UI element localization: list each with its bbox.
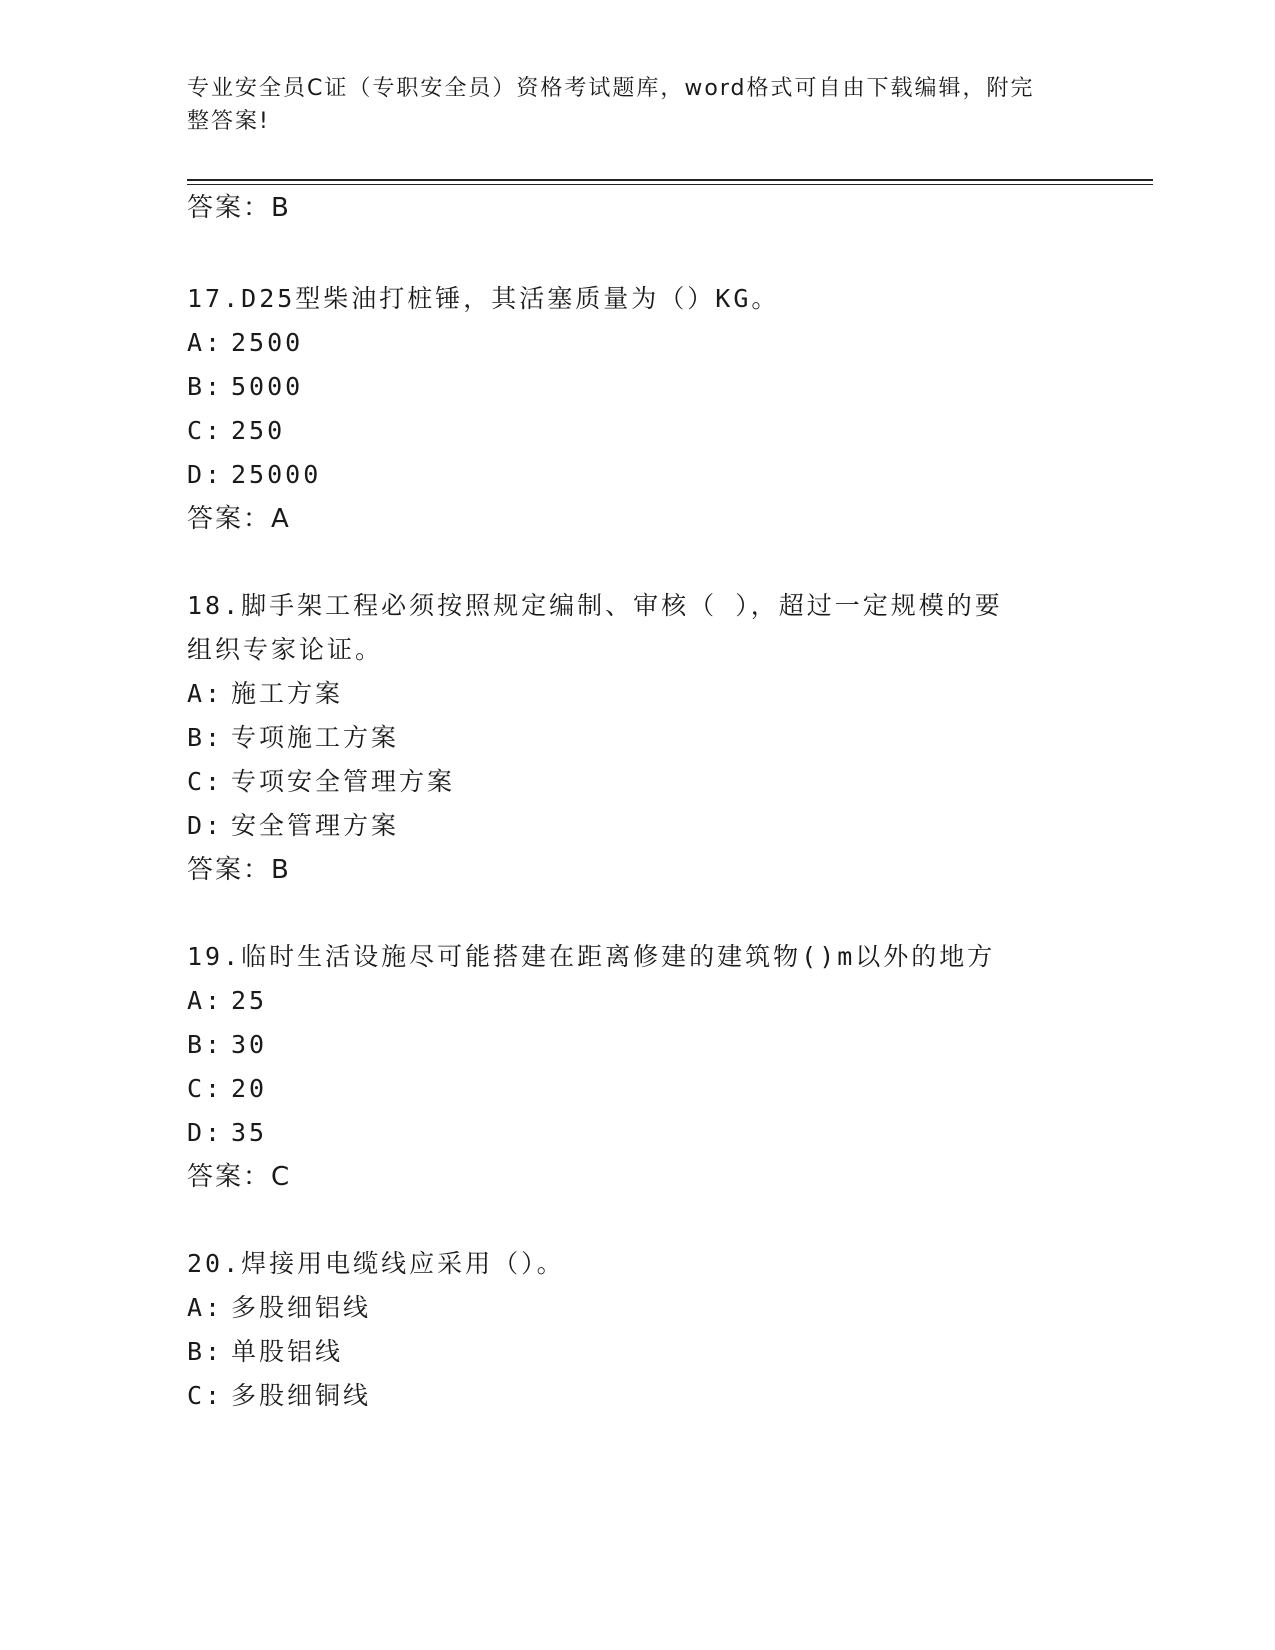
question-19-option-b xyxy=(187,1030,267,1060)
question-20-option-c xyxy=(187,1381,371,1411)
question-19-option-d xyxy=(187,1118,267,1148)
answer-line: 答案：B xyxy=(187,193,291,223)
question-18-text-line-1: 18.脚手架工程必须按照规定编制、审核（ ），超过一定规模的要 xyxy=(187,591,1003,620)
option-text: 35 xyxy=(231,1118,268,1147)
question-18-option-c xyxy=(187,767,455,797)
option-text: 专项安全管理方案 xyxy=(231,767,456,796)
question-19-answer: 答案：C xyxy=(187,1162,292,1192)
question-17-text: 17.D25型柴油打桩锤，其活塞质量为（）KG。 xyxy=(187,284,780,313)
question-19-option-a xyxy=(187,986,267,1016)
option-label: B: xyxy=(187,372,224,401)
question-19-option-c xyxy=(187,1074,267,1104)
question-17-option-d xyxy=(187,460,321,490)
question-18-answer: 答案：B xyxy=(187,855,291,885)
question-17-option-a xyxy=(187,328,303,358)
header-line-1: 专业安全员C证（专职安全员）资格考试题库，word格式可自由下载编辑，附完 xyxy=(187,76,1035,101)
option-label: A: xyxy=(187,986,224,1015)
option-label: C: xyxy=(187,1381,224,1410)
option-label: D: xyxy=(187,1118,224,1147)
question-20-text: 20.焊接用电缆线应采用（）。 xyxy=(187,1249,565,1278)
header-divider-thick xyxy=(187,179,1153,181)
option-label: A: xyxy=(187,1293,224,1322)
document-header xyxy=(187,72,1067,138)
option-label: A: xyxy=(187,328,224,357)
option-label: B: xyxy=(187,1030,224,1059)
option-text: 多股细铜线 xyxy=(231,1381,372,1410)
question-18-text-line-2: 组织专家论证。 xyxy=(187,635,384,664)
question-18-option-b xyxy=(187,723,399,753)
header-divider-thin xyxy=(187,184,1153,185)
option-text: 单股铝线 xyxy=(231,1337,344,1366)
header-line-2: 整答案! xyxy=(187,109,270,134)
option-text: 专项施工方案 xyxy=(231,723,400,752)
question-20-option-a xyxy=(187,1293,371,1323)
question-19-text: 19.临时生活设施尽可能搭建在距离修建的建筑物()m以外的地方 xyxy=(187,942,996,971)
option-label: C: xyxy=(187,767,224,796)
option-text: 20 xyxy=(231,1074,268,1103)
option-text: 安全管理方案 xyxy=(231,811,400,840)
option-text: 250 xyxy=(231,416,286,445)
option-label: D: xyxy=(187,460,224,489)
option-label: D: xyxy=(187,811,224,840)
question-20-option-b xyxy=(187,1337,343,1367)
option-text: 2500 xyxy=(231,328,304,357)
option-text: 5000 xyxy=(231,372,304,401)
option-text: 25 xyxy=(231,986,268,1015)
option-text: 30 xyxy=(231,1030,268,1059)
question-18-option-d xyxy=(187,811,399,841)
question-17-option-c xyxy=(187,416,285,446)
question-17-option-b xyxy=(187,372,303,402)
option-text: 25000 xyxy=(231,460,322,489)
option-label: B: xyxy=(187,723,224,752)
option-label: A: xyxy=(187,679,224,708)
option-label: C: xyxy=(187,1074,224,1103)
option-label: C: xyxy=(187,416,224,445)
option-text: 施工方案 xyxy=(231,679,344,708)
question-17-answer: 答案：A xyxy=(187,504,291,534)
question-18-option-a xyxy=(187,679,343,709)
option-label: B: xyxy=(187,1337,224,1366)
option-text: 多股细铝线 xyxy=(231,1293,372,1322)
